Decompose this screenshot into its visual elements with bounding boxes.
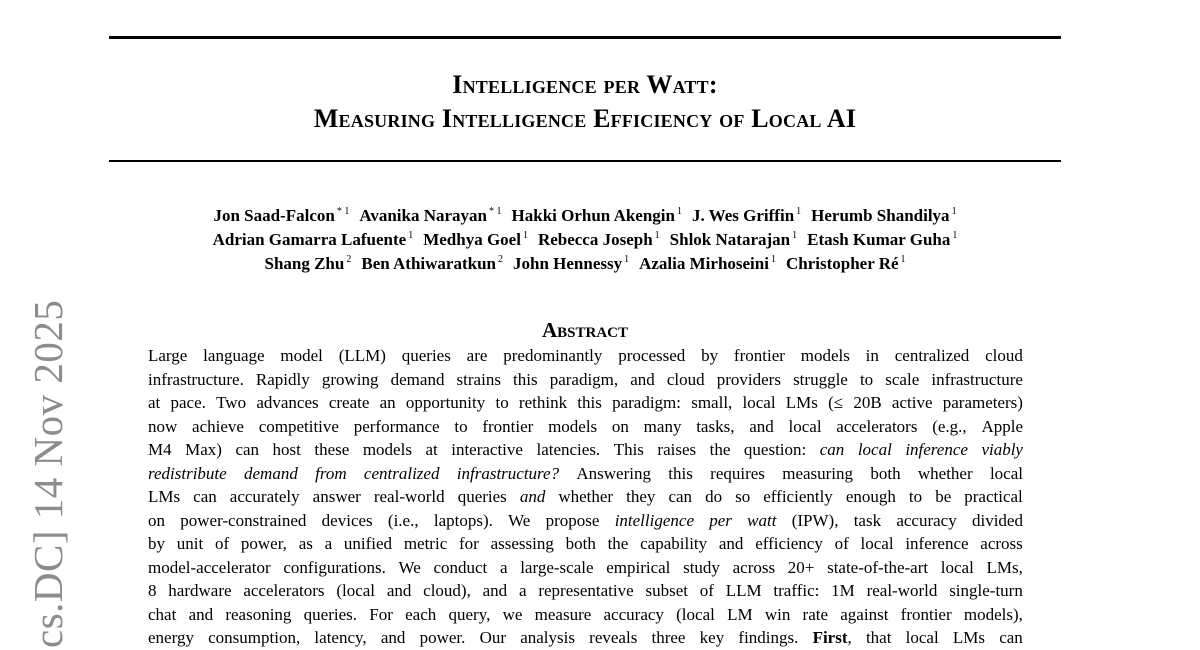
abstract-word: answer (312, 487, 361, 506)
abstract-word: frontier (733, 346, 785, 365)
abstract-word: latency, (314, 628, 367, 647)
arxiv-watermark: cs.DC] 14 Nov 2025 (25, 299, 71, 648)
abstract-word: metric (403, 534, 448, 553)
abstract-word: demand (390, 369, 445, 389)
abstract-line (148, 485, 1023, 509)
abstract-word: reasoning (225, 604, 292, 624)
abstract-word: (LLM) (338, 346, 386, 365)
abstract-line (148, 603, 1023, 627)
abstract-word: infrastructure? (456, 463, 560, 483)
abstract-word: (local (676, 604, 715, 624)
abstract-word: are (466, 346, 488, 365)
abstract-word: hardware (168, 581, 232, 600)
abstract-word: findings. (738, 628, 799, 647)
abstract-line (148, 462, 1023, 486)
abstract-word: chat (148, 604, 177, 624)
abstract-word: 1M (831, 581, 855, 600)
abstract-word: and (749, 416, 774, 436)
abstract-word: against (840, 604, 889, 624)
abstract-word: model (280, 346, 323, 365)
abstract-word: traffic: (773, 581, 820, 600)
abstract-word: models), (963, 604, 1023, 624)
author-name (670, 230, 797, 249)
abstract-heading: Abstract (541, 318, 629, 342)
abstract-line (148, 532, 1023, 556)
abstract-word: practical (964, 487, 1023, 506)
abstract-word: inference (905, 440, 968, 459)
abstract-word: M4 (148, 440, 172, 459)
author-affiliation: 2 (497, 254, 503, 265)
abstract-word: Rapidly (255, 369, 310, 389)
abstract-word: large-scale (520, 557, 594, 577)
abstract-word: empirical (606, 557, 671, 577)
abstract-word: a (518, 581, 527, 600)
abstract-word: achieve (192, 416, 244, 436)
author-name-text: Etash Kumar Guha (807, 230, 951, 249)
abstract-line (148, 391, 1023, 415)
abstract-line (148, 368, 1023, 392)
abstract-word: latencies. (536, 440, 601, 459)
abstract-word: in (865, 346, 879, 365)
author-name (361, 254, 503, 273)
abstract-word: providers (716, 369, 781, 389)
abstract-word: many (643, 416, 682, 436)
abstract-word: for (458, 534, 479, 553)
abstract-word: Our (479, 628, 507, 647)
abstract-word: task (853, 510, 882, 530)
abstract-word: models (800, 346, 850, 365)
abstract-word: across (732, 557, 776, 577)
abstract-word: be (935, 487, 952, 506)
author-name-text: Hakki Orhun Akengin (511, 206, 675, 225)
abstract-word: LMs, (986, 557, 1023, 577)
abstract-word: First, (812, 628, 852, 647)
abstract-word: the (607, 534, 629, 553)
abstract-word: intelligence (614, 510, 694, 530)
author-name (538, 230, 660, 249)
abstract-word: Two (216, 393, 247, 412)
author-affiliation: 1 (952, 230, 958, 241)
abstract-word: they (626, 487, 656, 506)
abstract-word: to (495, 393, 509, 412)
abstract-word: model-accelerator (148, 557, 271, 577)
abstract-word: reveals (589, 628, 638, 647)
abstract-word: laptops). (433, 510, 493, 530)
author-affiliation: * 1 (489, 206, 502, 217)
abstract-line (148, 415, 1023, 439)
abstract-word: host (272, 440, 301, 459)
abstract-word: local (742, 393, 776, 412)
abstract-word: (IPW), (791, 510, 839, 530)
abstract-word: study (683, 557, 720, 577)
abstract-word: can (235, 440, 260, 459)
abstract-word: strains (456, 369, 501, 389)
abstract-word: conduct (433, 557, 488, 577)
abstract-word: rate (802, 604, 829, 624)
abstract-line (148, 626, 1023, 650)
abstract-word: from (315, 463, 347, 483)
abstract-word: per (709, 510, 732, 530)
abstract-word: to (908, 487, 923, 506)
abstract-word: predominantly (503, 346, 603, 365)
abstract-word: of (834, 534, 849, 553)
abstract-word: (i.e., (387, 510, 419, 530)
abstract-word: tasks, (696, 416, 735, 436)
abstract-word: accelerators (836, 416, 918, 436)
abstract-word: centralized (894, 346, 970, 365)
abstract-word: scale (885, 369, 920, 389)
abstract-line (148, 344, 1023, 368)
abstract-word: inference (905, 534, 969, 553)
abstract-word: consumption, (208, 628, 301, 647)
abstract-word: can (193, 487, 217, 506)
author-name (512, 206, 682, 225)
author-name-text: Christopher Ré (785, 254, 899, 273)
abstract-word: measure (534, 604, 592, 624)
abstract-line (148, 579, 1023, 603)
author-name (786, 254, 906, 273)
abstract-word: cloud), (423, 581, 471, 600)
abstract-word: win (764, 604, 791, 624)
abstract-word: a (499, 557, 508, 577)
abstract-word: across (980, 534, 1023, 553)
abstract-word: We (508, 510, 531, 530)
abstract-word: an (379, 393, 396, 412)
author-affiliation: 1 (654, 230, 660, 241)
abstract-word: and (386, 581, 412, 600)
abstract-word: of (699, 581, 714, 600)
abstract-word: 20B (853, 393, 882, 412)
abstract-word: interactive (451, 440, 523, 459)
author-name-text: Rebecca Joseph (537, 230, 653, 249)
abstract-word: For (369, 604, 393, 624)
abstract-word: do (705, 487, 723, 506)
title-rule-bottom (109, 160, 1061, 162)
abstract-word: local (860, 534, 894, 553)
abstract-word: three (651, 628, 686, 647)
abstract-word: 20+ (787, 557, 815, 577)
abstract-word: energy (148, 628, 194, 647)
abstract-word: can (668, 487, 693, 506)
author-block (109, 204, 1061, 276)
abstract-body (148, 344, 1023, 650)
abstract-word: parameters) (942, 393, 1023, 412)
abstract-word: query, (448, 604, 491, 624)
abstract-word: We (398, 557, 421, 577)
abstract-word: language (203, 346, 265, 365)
abstract-word: performance (353, 416, 440, 436)
abstract-word: a (324, 534, 333, 553)
author-name-text: Medhya Goel (423, 230, 521, 249)
abstract-word: these (314, 440, 350, 459)
abstract-word: power-constrained (180, 510, 307, 530)
abstract-word: competitive (258, 416, 339, 436)
abstract-word: can (819, 440, 845, 459)
abstract-word: to (859, 369, 874, 389)
abstract-word: efficiently (763, 487, 833, 506)
author-name-text: Ben Athiwaratkun (361, 254, 496, 273)
abstract-word: rethink (518, 393, 568, 412)
abstract-word: devices (321, 510, 373, 530)
paper-title-line-2: Measuring Intelligence Efficiency of Local AI (313, 104, 857, 133)
abstract-word: and (380, 628, 406, 647)
abstract-word: queries (401, 346, 451, 365)
abstract-line (148, 509, 1023, 533)
author-name (811, 206, 956, 225)
abstract-word: small, (691, 393, 733, 412)
abstract-word: frontier (482, 416, 534, 436)
abstract-word: queries. (303, 604, 358, 624)
abstract-word: growing (321, 369, 379, 389)
abstract-word: whether (917, 463, 973, 483)
abstract-word: Large (148, 346, 188, 365)
abstract-word: This (613, 440, 644, 459)
abstract-word: representative (538, 581, 634, 600)
abstract-word: propose (545, 510, 600, 530)
abstract-word: so (735, 487, 751, 506)
abstract-word: infrastructure. (148, 369, 244, 389)
abstract-word: LM (727, 604, 753, 624)
abstract-word: real-world (866, 581, 938, 600)
abstract-word: active (891, 393, 933, 412)
author-name (359, 206, 501, 225)
abstract-word: frontier (900, 604, 952, 624)
abstract-word: struggle (793, 369, 848, 389)
author-affiliation: * 1 (336, 206, 350, 217)
author-affiliation: 1 (676, 206, 682, 217)
abstract-word: processed (618, 346, 686, 365)
abstract-word: cloud (666, 369, 705, 389)
abstract-word: real-world (373, 487, 445, 506)
abstract-word: paradigm, (549, 369, 619, 389)
title-rule-top (109, 36, 1061, 39)
abstract-word: viably (981, 440, 1023, 459)
abstract-word: question: (743, 440, 807, 459)
author-affiliation: 1 (796, 206, 802, 217)
abstract-word: this (668, 463, 693, 483)
author-affiliation: 1 (792, 230, 798, 241)
author-name-text: J. Wes Griffin (691, 206, 795, 225)
author-name (213, 230, 414, 249)
abstract-word: each (405, 604, 437, 624)
abstract-word: on (148, 510, 165, 530)
abstract-word: LMs (785, 393, 818, 412)
abstract-word: redistribute (148, 463, 227, 483)
abstract-word: divided (971, 510, 1023, 530)
abstract-word: by (148, 534, 165, 553)
abstract-word: accuracy (896, 510, 957, 530)
author-name-text: Herumb Shandilya (811, 206, 950, 225)
abstract-word: whether (558, 487, 614, 506)
abstract-line (148, 556, 1023, 580)
abstract-word: LMs (148, 487, 181, 506)
abstract-word: accelerators (243, 581, 325, 600)
author-name (264, 254, 351, 273)
abstract-word: by (701, 346, 719, 365)
author-affiliation: 1 (951, 206, 957, 217)
abstract-word: create (328, 393, 370, 412)
abstract-word: both (870, 463, 901, 483)
abstract-word: both (565, 534, 596, 553)
abstract-word: Max) (185, 440, 222, 459)
abstract-word: this (577, 393, 602, 412)
abstract-word: accurately (229, 487, 300, 506)
author-line (109, 228, 1061, 252)
abstract-word: and (188, 604, 214, 624)
author-affiliation: 1 (900, 254, 906, 265)
author-name (513, 254, 629, 273)
abstract-word: (≤ (828, 393, 844, 412)
abstract-word: at (425, 440, 438, 459)
abstract-word: of (214, 534, 230, 553)
abstract-word: and (630, 369, 655, 389)
abstract-word: this (513, 369, 538, 389)
abstract-word: local (940, 557, 974, 577)
author-name-text: Jon Saad-Falcon (213, 206, 335, 225)
abstract-word: local (905, 628, 939, 647)
abstract-word: opportunity (405, 393, 486, 412)
abstract-word: configurations. (283, 557, 386, 577)
abstract-word: unit (176, 534, 204, 553)
author-name (213, 206, 349, 225)
author-name (639, 254, 776, 273)
abstract-word: can (999, 628, 1023, 647)
abstract-word: analysis (520, 628, 575, 647)
author-name-text: John Hennessy (512, 254, 623, 273)
abstract-word: infrastructure (931, 369, 1023, 389)
author-name-text: Azalia Mirhoseini (639, 254, 769, 273)
abstract-word: centralized (363, 463, 440, 483)
abstract-word: local (989, 463, 1023, 483)
author-name (692, 206, 801, 225)
abstract-word: power, (240, 534, 287, 553)
abstract-word: that (865, 628, 892, 647)
abstract-word: LMs (952, 628, 985, 647)
abstract-word: cloud (985, 346, 1023, 365)
abstract-word: single-turn (949, 581, 1023, 600)
abstract-word: and (718, 534, 744, 553)
author-affiliation: 1 (408, 230, 414, 241)
author-affiliation: 1 (770, 254, 776, 265)
abstract-word: accuracy (603, 604, 664, 624)
abstract-word: and (519, 487, 546, 506)
abstract-word: state-of-the-art (827, 557, 929, 577)
abstract-word: at (148, 393, 161, 412)
abstract-word: demand (244, 463, 298, 483)
author-name-text: Shang Zhu (264, 254, 345, 273)
abstract-word: subset (645, 581, 688, 600)
abstract-line (148, 438, 1023, 462)
abstract-word: local (788, 416, 822, 436)
author-name (423, 230, 528, 249)
author-name-text: Avanika Narayan (359, 206, 488, 225)
abstract-word: 8 (148, 581, 157, 600)
abstract-word: requires (710, 463, 765, 483)
abstract-word: now (148, 416, 178, 436)
abstract-word: LLM (725, 581, 762, 600)
abstract-word: assessing (490, 534, 554, 553)
abstract-word: power. (419, 628, 466, 647)
abstract-word: we (502, 604, 523, 624)
abstract-word: (e.g., (932, 416, 967, 436)
abstract-word: capability (640, 534, 708, 553)
abstract-word: models (362, 440, 412, 459)
author-name (807, 230, 957, 249)
author-affiliation: 1 (522, 230, 528, 241)
author-name-text: Shlok Natarajan (669, 230, 791, 249)
abstract-word: raises (657, 440, 697, 459)
author-line (109, 204, 1061, 228)
abstract-word: as (298, 534, 313, 553)
abstract-word: and (482, 581, 508, 600)
author-affiliation: 2 (346, 254, 352, 265)
author-line (109, 252, 1061, 276)
abstract-word: Answering (576, 463, 651, 483)
abstract-word: (local (336, 581, 376, 600)
abstract-word: efficiency (755, 534, 823, 553)
abstract-word: measuring (782, 463, 854, 483)
abstract-word: the (709, 440, 731, 459)
abstract-word: Apple (981, 416, 1023, 436)
abstract-word: pace. (170, 393, 206, 412)
abstract-word: local (857, 440, 892, 459)
author-name-text: Adrian Gamarra Lafuente (212, 230, 407, 249)
abstract-word: advances (256, 393, 319, 412)
abstract-word: to (454, 416, 468, 436)
abstract-word: on (611, 416, 629, 436)
abstract-word: enough (845, 487, 896, 506)
paper-title-line-1: Intelligence per Watt: (452, 70, 718, 99)
abstract-word: paradigm: (612, 393, 681, 412)
abstract-word: watt (747, 510, 777, 530)
abstract-word: models (548, 416, 598, 436)
author-affiliation: 1 (624, 254, 630, 265)
abstract-word: unified (343, 534, 393, 553)
abstract-word: queries (457, 487, 507, 506)
abstract-word: key (699, 628, 725, 647)
